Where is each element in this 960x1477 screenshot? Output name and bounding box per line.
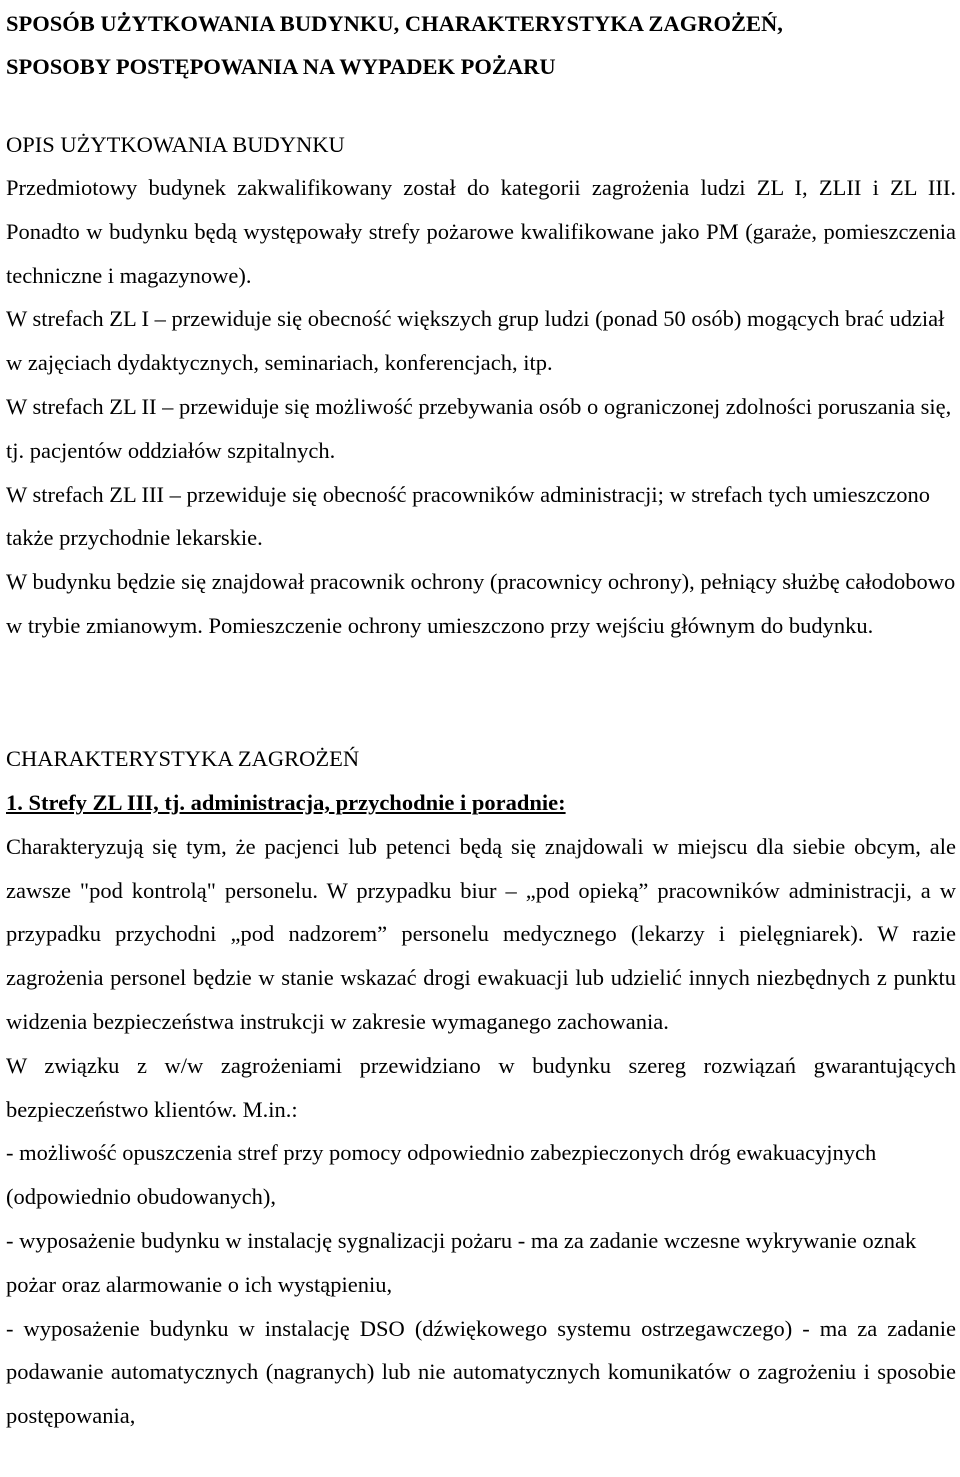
paragraph-zl3-characteristics: Charakteryzują się tym, że pacjenci lub petenci będą się znajdowali w miejscu dla siebie obcym, ale zawsze "pod kontrolą" personelu. W przypadku biur – „pod opieką” pracowników administracji, a w przypadku przychodni „pod nadzorem” personelu medycznego (lekarzy i pielęgniarek). W razie zagrożenia personel będzie w stanie wskazać drogi ewakuacji lub udzielić innych niezbędnych z punktu widzenia bezpieczeństwa instrukcji w zakresie wymaganego zachowania. bbox=[6, 833, 956, 1034]
section-heading-usage: OPIS UŻYTKOWANIA BUDYNKU bbox=[6, 132, 345, 157]
document-title-line-1: SPOSÓB UŻYTKOWANIA BUDYNKU, CHARAKTERYSTYKA ZAGROŻEŃ, bbox=[6, 11, 783, 36]
paragraph-zl2: W strefach ZL II – przewiduje się możliwość przebywania osób o ograniczonej zdolności poruszania się, tj. pacjentów oddziałów szpitalnych. bbox=[6, 393, 952, 463]
list-item-fire-alarm: - wyposażenie budynku w instalację sygnalizacji pożaru - ma za zadanie wczesne wykrywanie oznak pożar oraz alarmowanie o ich wystąpieniu, bbox=[6, 1227, 917, 1297]
paragraph-building-category: Przedmiotowy budynek zakwalifikowany został do kategorii zagrożenia ludzi ZL I, ZLII i ZL III. Ponadto w budynku będą występowały strefy pożarowe kwalifikowane jako PM (garaże, pomieszczenia techniczne i magazynowe). bbox=[6, 175, 956, 288]
paragraph-security-staff: W budynku będzie się znajdował pracownik ochrony (pracownicy ochrony), pełniący służbę całodobowo w trybie zmianowym. Pomieszczenie ochrony umieszczono przy wejściu głównym do budynku. bbox=[6, 569, 956, 638]
paragraph-safety-solutions: W związku z w/w zagrożeniami przewidziano w budynku szereg rozwiązań gwarantujących bezpieczeństwo klientów. M.in.: bbox=[6, 1052, 956, 1122]
document-title bbox=[6, 2, 956, 88]
section-hazards-body bbox=[6, 781, 956, 1438]
section-heading-hazards: CHARAKTERYSTYKA ZAGROŻEŃ bbox=[6, 746, 360, 771]
document-title-line-2: SPOSOBY POSTĘPOWANIA NA WYPADEK POŻARU bbox=[6, 54, 556, 79]
list-item-escape-routes: - możliwość opuszczenia stref przy pomocy odpowiednio zabezpieczonych dróg ewakuacyjnych (odpowiednio obudowanych), bbox=[6, 1140, 877, 1210]
paragraph-zl1: W strefach ZL I – przewiduje się obecność większych grup ludzi (ponad 50 osób) mogących brać udział w zajęciach dydaktycznych, seminariach, konferencjach, itp. bbox=[6, 306, 945, 376]
list-item-dso-system: - wyposażenie budynku w instalację DSO (dźwiękowego systemu ostrzegawczego) - ma za zadanie podawanie automatycznych (nagranych) lub nie automatycznych komunikatów o zagrożeniu i sposobie postępowania, bbox=[6, 1315, 956, 1429]
subheading-zl3-zones: 1. Strefy ZL III, tj. administracja, przychodnie i poradnie: bbox=[6, 790, 566, 815]
paragraph-zl3: W strefach ZL III – przewiduje się obecność pracowników administracji; w strefach tych umieszczono także przychodnie lekarskie. bbox=[6, 481, 931, 551]
section-usage-body bbox=[6, 166, 956, 648]
